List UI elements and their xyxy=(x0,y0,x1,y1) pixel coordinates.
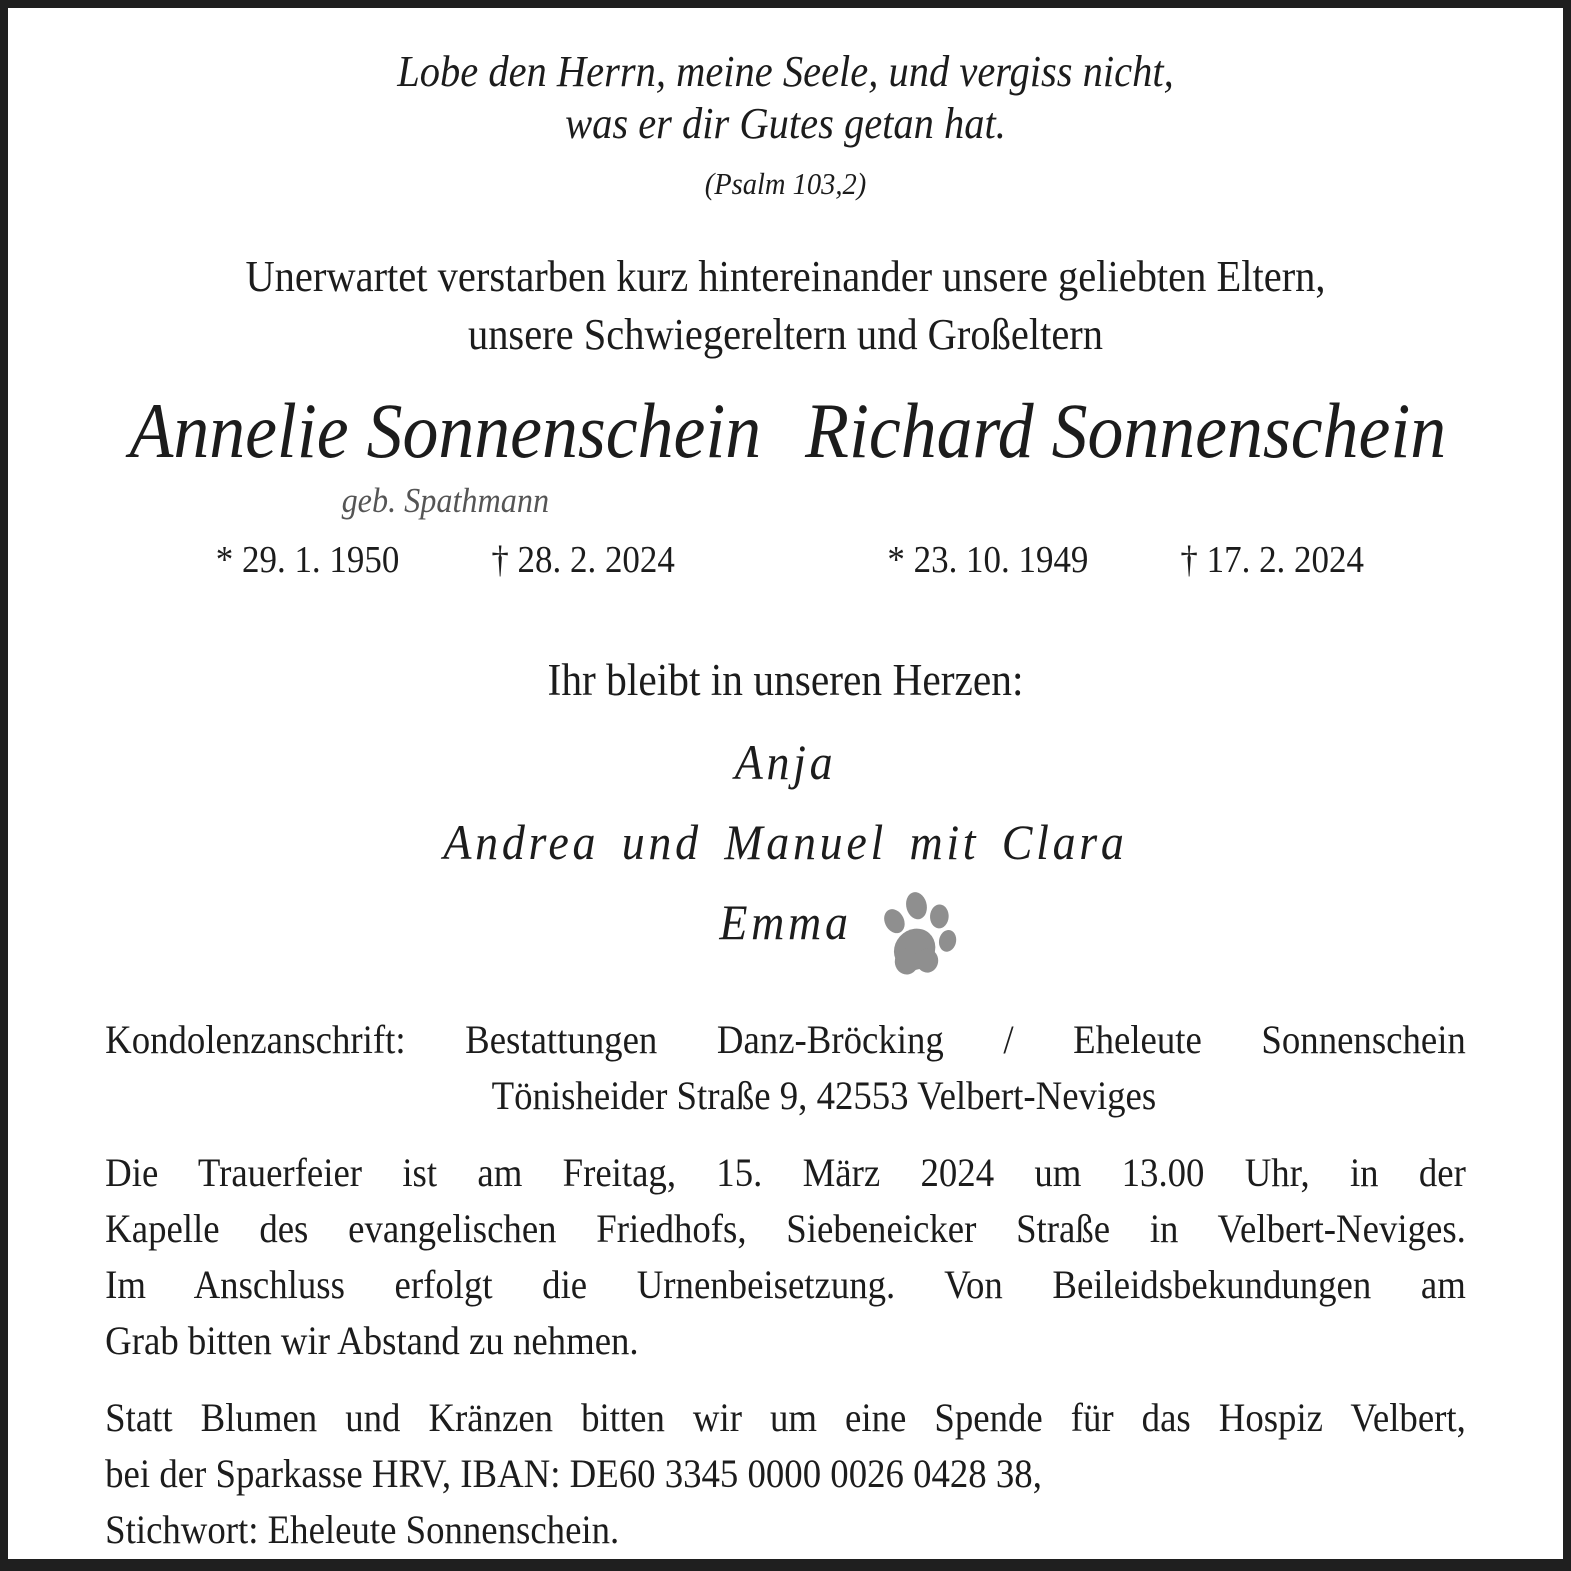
death-date-annelie: † 28. 2. 2024 xyxy=(491,539,675,581)
deceased-annelie xyxy=(105,387,785,584)
funeral-info xyxy=(105,1145,1466,1369)
donation-line: bei der Sparkasse HRV, IBAN: DE60 3345 0000 0026 0428 38, xyxy=(105,1451,1042,1496)
birth-date-richard: * 23. 10. 1949 xyxy=(887,539,1089,581)
psalm-quote-line-2: was er dir Gutes getan hat. xyxy=(565,99,1006,148)
intro-text xyxy=(105,248,1466,364)
psalm-quote-line-1: Lobe den Herrn, meine Seele, und vergiss nicht, xyxy=(397,47,1174,96)
paw-print-icon xyxy=(878,886,963,982)
funeral-line: Im Anschluss erfolgt die Urnenbeisetzung. Von Beileidsbekundungen am xyxy=(105,1262,1466,1307)
mourner-line-emma xyxy=(105,894,1466,950)
donation-line: Stichwort: Eheleute Sonnenschein. xyxy=(105,1507,620,1552)
mourner-name: Emma xyxy=(719,894,852,950)
mourner-line: Andrea und Manuel mit Clara xyxy=(443,814,1128,870)
funeral-line: Grab bitten wir Abstand zu nehmen. xyxy=(105,1318,639,1363)
deceased-columns xyxy=(105,387,1466,584)
condolence-line-2: Tönisheider Straße 9, 42553 Velbert-Neviges xyxy=(491,1073,1157,1118)
psalm-source: (Psalm 103,2) xyxy=(704,166,867,201)
deceased-richard xyxy=(786,387,1466,584)
family-heading: Ihr bleibt in unseren Herzen: xyxy=(547,655,1024,705)
condolence-line-1: Kondolenzanschrift: Bestattungen Danz-Bröcking / Eheleute Sonnenschein xyxy=(105,1017,1466,1062)
donation-info xyxy=(105,1390,1466,1558)
content-area xyxy=(105,8,1466,1558)
deceased-name-richard: Richard Sonnenschein xyxy=(805,387,1447,474)
donation-line: Statt Blumen und Kränzen bitten wir um eine Spende für das Hospiz Velbert, xyxy=(105,1395,1466,1440)
death-date-richard: † 17. 2. 2024 xyxy=(1180,539,1364,581)
psalm-quote xyxy=(105,46,1466,202)
intro-line-1: Unerwartet verstarben kurz hintereinander unsere geliebten Eltern, xyxy=(245,252,1326,301)
funeral-line: Die Trauerfeier ist am Freitag, 15. März 2024 um 13.00 Uhr, in der xyxy=(105,1150,1466,1195)
condolence-address xyxy=(105,1012,1466,1124)
dates-annelie xyxy=(105,536,785,584)
funeral-line: Kapelle des evangelischen Friedhofs, Siebeneicker Straße in Velbert-Neviges. xyxy=(105,1206,1466,1251)
dates-richard xyxy=(786,536,1466,584)
maiden-name-annelie: geb. Spathmann xyxy=(341,481,550,520)
mourner-line: Anja xyxy=(734,734,837,790)
deceased-name-annelie: Annelie Sonnenschein xyxy=(129,387,762,474)
maiden-name-richard-empty xyxy=(786,480,1466,524)
birth-date-annelie: * 29. 1. 1950 xyxy=(215,539,400,581)
intro-line-2: unsere Schwiegereltern und Großeltern xyxy=(467,310,1104,359)
